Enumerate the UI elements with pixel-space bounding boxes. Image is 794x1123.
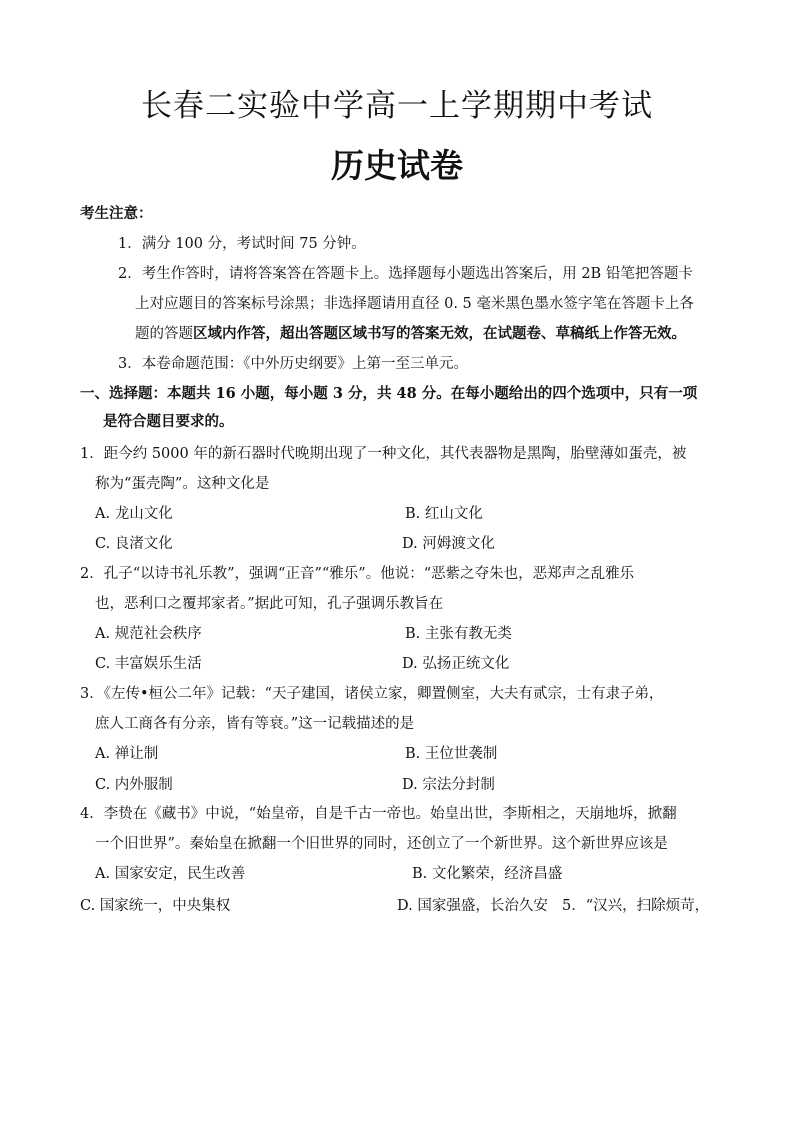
notice-item-2-line-2: 上对应题目的答案标号涂黑；非选择题请用直径 0. 5 毫米黑色墨水签字笔在答题卡上各 — [135, 296, 694, 312]
question-3-option-d: D. 宗法分封制 — [402, 777, 495, 793]
question-3-option-a: A. 禅让制 — [95, 746, 159, 762]
notice-item-2-line-3 — [135, 325, 686, 343]
question-2-line-2: 也，恶利口之覆邦家者。”据此可知，孔子强调乐教旨在 — [95, 596, 444, 612]
question-3-option-c: C. 内外服制 — [95, 777, 173, 793]
notice-item-2-line-1: 2．考生作答时，请将答案答在答题卡上。选择题每小题选出答案后，用 2B 铅笔把答题卡 — [118, 266, 693, 282]
question-1-option-a: A. 龙山文化 — [95, 506, 173, 522]
question-4-line-2: 一个旧世界”。秦始皇在掀翻一个旧世界的同时，还创立了一个新世界。这个新世界应该是 — [95, 836, 668, 852]
question-4-option-b: B. 文化繁荣，经济昌盛 — [412, 866, 563, 882]
notice-item-2-line-3-bold: 区域内作答，超出答题区域书写的答案无效，在试题卷、草稿纸上作答无效。 — [193, 325, 686, 342]
question-1-option-c: C. 良渚文化 — [95, 536, 173, 552]
section-1-heading-line-2: 是符合题目要求的。 — [103, 413, 234, 430]
question-4-line-1: 4．李贽在《藏书》中说，“始皇帝，自是千古一帝也。始皇出世，李斯相之，天崩地坼，掀翻 — [80, 806, 677, 822]
question-2-option-a: A. 规范社会秩序 — [95, 626, 202, 642]
notice-item-3: 3．本卷命题范围：《中外历史纲要》上第一至三单元。 — [118, 356, 468, 372]
question-3-line-1: 3．《左传•桓公二年》记载：“天子建国，诸侯立家，卿置侧室，大夫有贰宗，士有隶子弟， — [80, 686, 664, 702]
question-3-option-b: B. 王位世袭制 — [405, 746, 498, 762]
exam-subject-title: 历史试卷 — [331, 146, 463, 185]
question-3-line-2: 庶人工商各有分亲，皆有等衰。”这一记载描述的是 — [95, 716, 415, 732]
exam-title: 长春二实验中学高一上学期期中考试 — [141, 88, 653, 124]
notice-item-2-line-3-plain: 题的答题 — [135, 326, 193, 342]
question-4-option-d: D. 国家强盛，长治久安 — [397, 898, 548, 914]
question-5-start: 5．“汉兴，扫除烦苛， — [562, 898, 710, 914]
question-1-line-2: 称为“蛋壳陶”。这种文化是 — [95, 476, 270, 492]
question-1-option-d: D. 河姆渡文化 — [402, 536, 495, 552]
notice-heading: 考生注意： — [80, 205, 153, 222]
question-2-option-c: C. 丰富娱乐生活 — [95, 656, 202, 672]
question-1-option-b: B. 红山文化 — [405, 506, 483, 522]
question-2-option-b: B. 主张有教无类 — [405, 626, 512, 642]
question-2-line-1: 2．孔子“以诗书礼乐教”，强调“正音”“雅乐”。他说：“恶紫之夺朱也，恶郑声之乱雅乐 — [80, 566, 635, 582]
question-2-option-d: D. 弘扬正统文化 — [402, 656, 510, 672]
question-1-line-1: 1．距今约 5000 年的新石器时代晚期出现了一种文化，其代表器物是黑陶，胎壁薄如蛋壳，被 — [80, 446, 687, 462]
notice-item-1: 1．满分 100 分，考试时间 75 分钟。 — [118, 236, 366, 252]
section-1-heading-line-1: 一、选择题：本题共 16 小题，每小题 3 分，共 48 分。在每小题给出的四个选项中，只有一项 — [80, 385, 698, 402]
question-4-option-a: A. 国家安定，民生改善 — [95, 866, 246, 882]
question-4-option-c: C. 国家统一，中央集权 — [80, 898, 231, 914]
